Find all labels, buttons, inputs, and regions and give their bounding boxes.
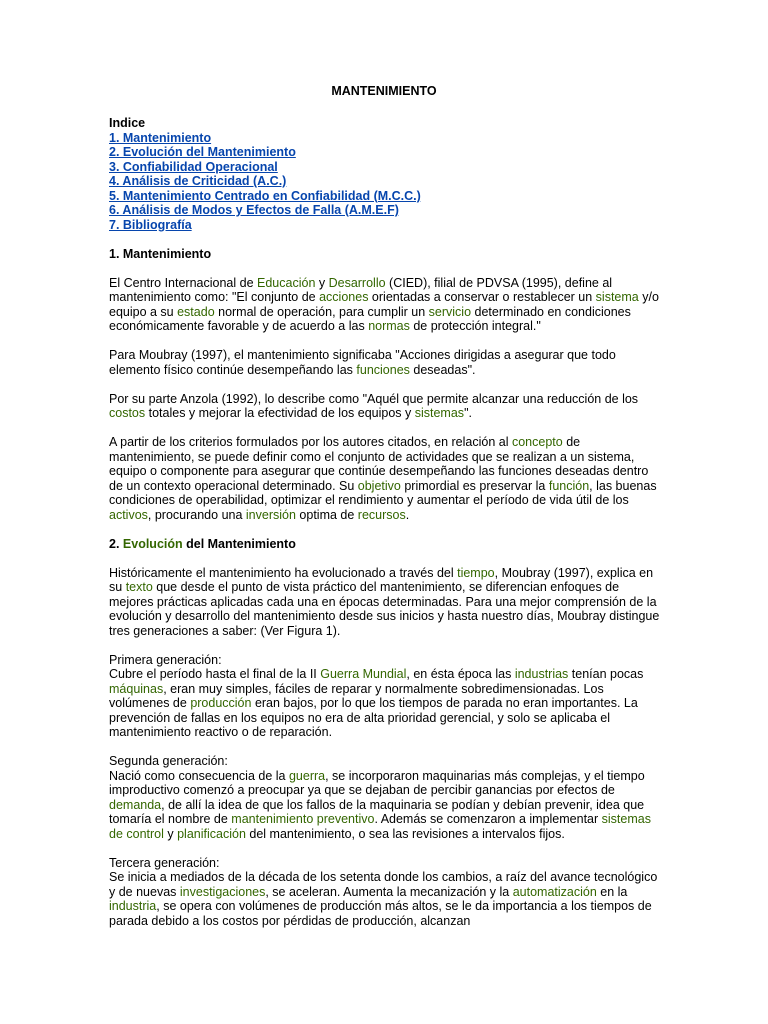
section1-paragraph-4: A partir de los criterios formulados por los autores citados, en relación al concepto de mantenimiento, se puede definir como el conjunto de actividades que se realizan a un sistema, equipo o componente para asegurar que continúe desempeñando las funciones deseadas dentro de un contexto operacional determinado. Su objetivo primordial es preservar la función, las buenas condiciones de operabilidad, optimizar el rendimiento y aumentar el período de vida útil de los activos, procurando una inversión optima de recursos.	[109, 435, 657, 522]
section1-heading: 1. Mantenimiento	[109, 247, 212, 261]
term-link[interactable]: concepto	[511, 435, 563, 449]
term-link[interactable]: demanda	[109, 797, 162, 812]
term-link[interactable]: mantenimiento preventivo	[231, 812, 375, 826]
term-link[interactable]: activos	[109, 507, 148, 522]
term-link[interactable]: recursos	[357, 507, 406, 522]
index-link-mantenimiento[interactable]: 1. Mantenimiento	[109, 130, 212, 145]
term-link[interactable]: servicio	[428, 304, 472, 319]
generation-3	[109, 856, 661, 929]
term-link[interactable]: acciones	[319, 290, 369, 304]
section2-heading-number: 2.	[109, 537, 123, 551]
index-link-amef[interactable]: 6. Análisis de Modos y Efectos de Falla (A.M.E.F)	[109, 203, 399, 217]
generation-3-text: Se inicia a mediados de la década de los setenta donde los cambios, a raíz del avance tecnológico y de nuevas investigaciones, se aceleran. Aumenta la mecanización y la automatización en la industria, se opera con volúmenes de producción más altos, se le da importancia a los tiempos de parada debido a los costos por pérdidas de producción, alcanzan	[109, 870, 658, 928]
term-link[interactable]: inversión	[245, 507, 296, 522]
section1-paragraph-1: El Centro Internacional de Educación y Desarrollo (CIED), filial de PDVSA (1995), define al mantenimiento como: "El conjunto de acciones orientadas a conservar o restablecer un sistema y/o equipo a su estado normal de operación, para cumplir un servicio determinado en condiciones económicamente favorable y de acuerdo a las normas de protección integral."	[109, 275, 659, 333]
generation-1	[109, 653, 661, 740]
section2-paragraph-1: Históricamente el mantenimiento ha evolucionado a través del tiempo, Moubray (1997), explica en su texto que desde el punto de vista práctico del mantenimiento, se diferencian enfoques de mejores prácticas aplicadas cada una en épocas determinadas. Para una mejor comprensión de la evolución y desarrollo del mantenimiento desde sus inicios y hasta nuestro días, Moubray distingue tres generaciones a saber: (Ver Figura 1).	[109, 565, 660, 638]
generation-2	[109, 754, 661, 841]
term-link[interactable]: investigaciones	[179, 884, 266, 899]
term-link[interactable]: industrias	[514, 667, 569, 681]
generation-1-label: Primera generación:	[109, 652, 222, 667]
index-link-confiabilidad[interactable]: 3. Confiabilidad Operacional	[109, 159, 278, 174]
document-body	[109, 116, 661, 943]
term-link[interactable]: estado	[177, 304, 215, 319]
term-link[interactable]: objetivo	[357, 478, 401, 493]
section2-heading-link[interactable]: Evolución	[122, 537, 183, 551]
term-link[interactable]: texto	[125, 580, 153, 594]
index	[109, 116, 661, 232]
index-heading: Indice	[109, 116, 146, 130]
term-link[interactable]: producción	[190, 696, 252, 710]
section1-paragraph-3: Por su parte Anzola (1992), lo describe como "Aquél que permite alcanzar una reducción de los costos totales y mejorar la efectividad de los equipos y sistemas".	[109, 391, 639, 420]
generation-1-text: Cubre el período hasta el final de la II Guerra Mundial, en ésta época las industrias tenían pocas máquinas, eran muy simples, fáciles de reparar y normalmente sobredimensionadas. Los volúmenes de producción eran bajos, por lo que los tiempos de parada no eran importantes. La prevención de fallas en los equipos no era de alta prioridad gerencial, y solo se aplicaba el mantenimiento reactivo o de reparación.	[109, 667, 644, 739]
term-link[interactable]: sistemas de control	[109, 812, 651, 841]
generation-2-text: Nació como consecuencia de la guerra, se incorporaron maquinarias más complejas, y el tiempo improductivo comenzó a preocupar ya que se dejaban de percibir ganancias por efectos de demanda, de allí la idea de que los fallos de la maquinaria se podían y debían prevenir, idea que tomaría el nombre de mantenimiento preventivo. Además se comenzaron a implementar sistemas de control y planificación del mantenimiento, o sea las revisiones a intervalos fijos.	[109, 768, 651, 841]
term-link[interactable]: normas	[368, 319, 410, 333]
term-link[interactable]: máquinas	[109, 681, 164, 696]
term-link[interactable]: Educación	[257, 275, 316, 290]
index-link-bibliografia[interactable]: 7. Bibliografía	[109, 217, 192, 232]
term-link[interactable]: sistema	[595, 290, 639, 304]
term-link[interactable]: Guerra Mundial	[320, 667, 407, 681]
index-link-criticidad[interactable]: 4. Análisis de Criticidad (A.C.)	[109, 174, 287, 188]
generation-2-label: Segunda generación:	[109, 754, 228, 768]
section2-heading	[109, 537, 661, 552]
index-link-mcc[interactable]: 5. Mantenimiento Centrado en Confiabilidad (M.C.C.)	[109, 188, 421, 203]
term-link[interactable]: función	[548, 478, 590, 493]
term-link[interactable]: costos	[109, 406, 146, 420]
term-link[interactable]: sistemas	[414, 406, 465, 420]
term-link[interactable]: industria	[109, 899, 157, 913]
term-link[interactable]: tiempo	[457, 565, 495, 580]
term-link[interactable]: guerra	[288, 768, 326, 783]
term-link[interactable]: automatización	[512, 884, 597, 899]
index-link-evolucion[interactable]: 2. Evolución del Mantenimiento	[109, 145, 296, 159]
generation-3-label: Tercera generación:	[109, 855, 220, 870]
term-link[interactable]: Desarrollo	[328, 275, 386, 290]
section2-heading-rest: del Mantenimiento	[182, 537, 296, 551]
page-title: MANTENIMIENTO	[331, 84, 437, 98]
term-link[interactable]: planificación	[177, 826, 246, 841]
section1-paragraph-2: Para Moubray (1997), el mantenimiento significaba "Acciones dirigidas a asegurar que todo elemento físico continúe desempeñando las funciones deseadas".	[109, 348, 616, 377]
term-link[interactable]: funciones	[356, 362, 410, 377]
